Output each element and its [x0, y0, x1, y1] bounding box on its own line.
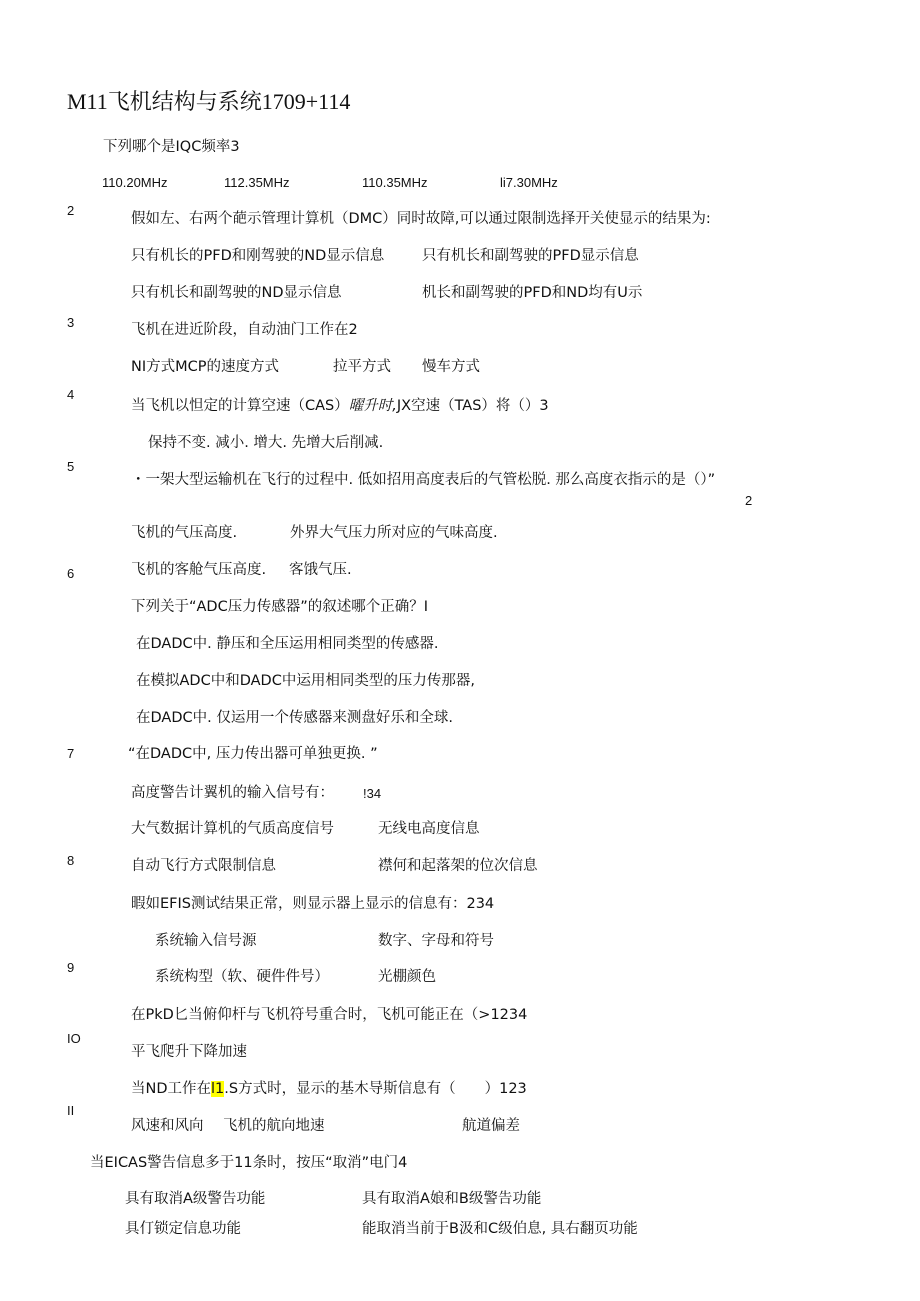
option: 在DADC中. 静压和全压运用相同类型的传感器. [136, 636, 439, 652]
question-stem: 下列哪个是IQC频率3 [103, 139, 240, 155]
question-stem: 在PkD匕当俯仰杆与飞机符号重合时，飞机可能正在（>1234 [131, 1007, 528, 1023]
option: NI方式MCP的速度方式 [131, 359, 280, 375]
stem-part: 当飞机以怛定的计算空速（CAS） [131, 398, 349, 414]
document-title: M11飞机结构与系统1709+114 [67, 89, 351, 114]
option: 只有机长和副驾驶的ND显示信息 [131, 285, 342, 301]
option: 在DADC中. 仅运用一个传感器来测盘好乐和全球. [136, 710, 453, 726]
question-stem: 下列关于“ADC压力传感器”的叙述哪个正确？I [131, 599, 429, 615]
question-number: 6 [67, 566, 75, 581]
question-number: 7 [67, 746, 75, 761]
option: 具有取消A娘和B级警告功能 [362, 1191, 542, 1207]
question-number: 8 [67, 853, 75, 868]
option: “在DADC中, 压力传出器可单独更换. ” [128, 746, 378, 762]
question-number: IO [67, 1031, 81, 1046]
option: 光棚颜色 [378, 969, 436, 985]
options-line: 保持不变. 减小. 增大. 先增大后削减. [148, 435, 384, 451]
question-stem: 当EICAS警告信息多于11条时，按压“取消”电门4 [90, 1155, 408, 1171]
option: 具仃锁定信息功能 [125, 1221, 241, 1237]
stem-part: 曜升时, [348, 398, 397, 414]
option: 110.20MHz [102, 175, 168, 190]
options-line: 平飞爬升下降加速 [131, 1044, 247, 1060]
option: 系统输入信号源 [155, 933, 257, 949]
option: 风速和风向 [131, 1118, 204, 1134]
question-number: II [67, 1103, 75, 1118]
question-number: 9 [67, 960, 75, 975]
option: 飞机的气压高度. [131, 525, 238, 541]
answer-code: 2 [745, 493, 753, 508]
option: 自动飞行方式限制信息 [131, 858, 276, 874]
question-stem: ・一架大型运输机在飞行的过程中. 低如招用高度表后的气管松脱. 那么高度衣指示的是（）” [131, 472, 716, 488]
option: 数字、字母和符号 [378, 933, 494, 949]
highlighted-text: l1 [211, 1081, 225, 1097]
option: 只有机长的PFD和刚驾驶的ND显示信息 [131, 248, 385, 264]
option: 飞机的客舱气压高度. [131, 562, 267, 578]
option: 慢车方式 [422, 359, 480, 375]
option: 拉平方式 [333, 359, 391, 375]
question-number: 4 [67, 387, 75, 402]
option: li7.30MHz [500, 175, 558, 190]
option: 112.35MHz [224, 175, 290, 190]
question-number: 2 [67, 203, 75, 218]
option: 无线电高度信息 [378, 821, 480, 837]
question-stem: 高度警告计翼机的输入信号有： [131, 785, 334, 801]
option: 在模拟ADC中和DADC中运用相同类型的压力传那器, [136, 673, 475, 689]
stem-part: .S方式时，显示的基木导斯信息有（ ）123 [224, 1081, 527, 1097]
option: 大气数据计算机的气质高度信号 [131, 821, 334, 837]
question-number: 5 [67, 459, 75, 474]
option: 外界大气压力所对应的气味高度. [290, 525, 498, 541]
question-stem: 暇如EFIS测试结果正常，则显示器上显示的信息有：234 [131, 896, 495, 912]
question-stem: 飞机在进近阶段，自动油门工作在2 [131, 322, 358, 338]
option: 航道偏差 [462, 1118, 520, 1134]
answer-code: !34 [363, 786, 382, 801]
stem-part: 当ND工作在 [131, 1081, 212, 1097]
question-stem [131, 1080, 527, 1098]
option: 襟何和起落架的位次信息 [378, 858, 538, 874]
option: 能取消当前于B汲和C级伯息, 具右翻页功能 [362, 1221, 638, 1237]
option: 飞机的航向地速 [223, 1118, 325, 1134]
option: 110.35MHz [362, 175, 428, 190]
option: 只有机长和副驾驶的PFD显示信息 [422, 248, 639, 264]
question-stem: 假如左、右两个葩示管理计算机（DMC）同时故障,可以通过限制选择开关使显示的结果为: [131, 211, 711, 227]
option: 机长和副驾驶的PFD和ND均有U示 [422, 285, 643, 301]
stem-part: JX空速（TAS）将（）3 [396, 398, 549, 414]
option: 具有取消A级警告功能 [125, 1191, 266, 1207]
question-stem [131, 397, 549, 415]
option: 客饿气压. [289, 562, 352, 578]
question-number: 3 [67, 315, 75, 330]
option: 系统构型（软、硬件件号） [155, 969, 329, 985]
